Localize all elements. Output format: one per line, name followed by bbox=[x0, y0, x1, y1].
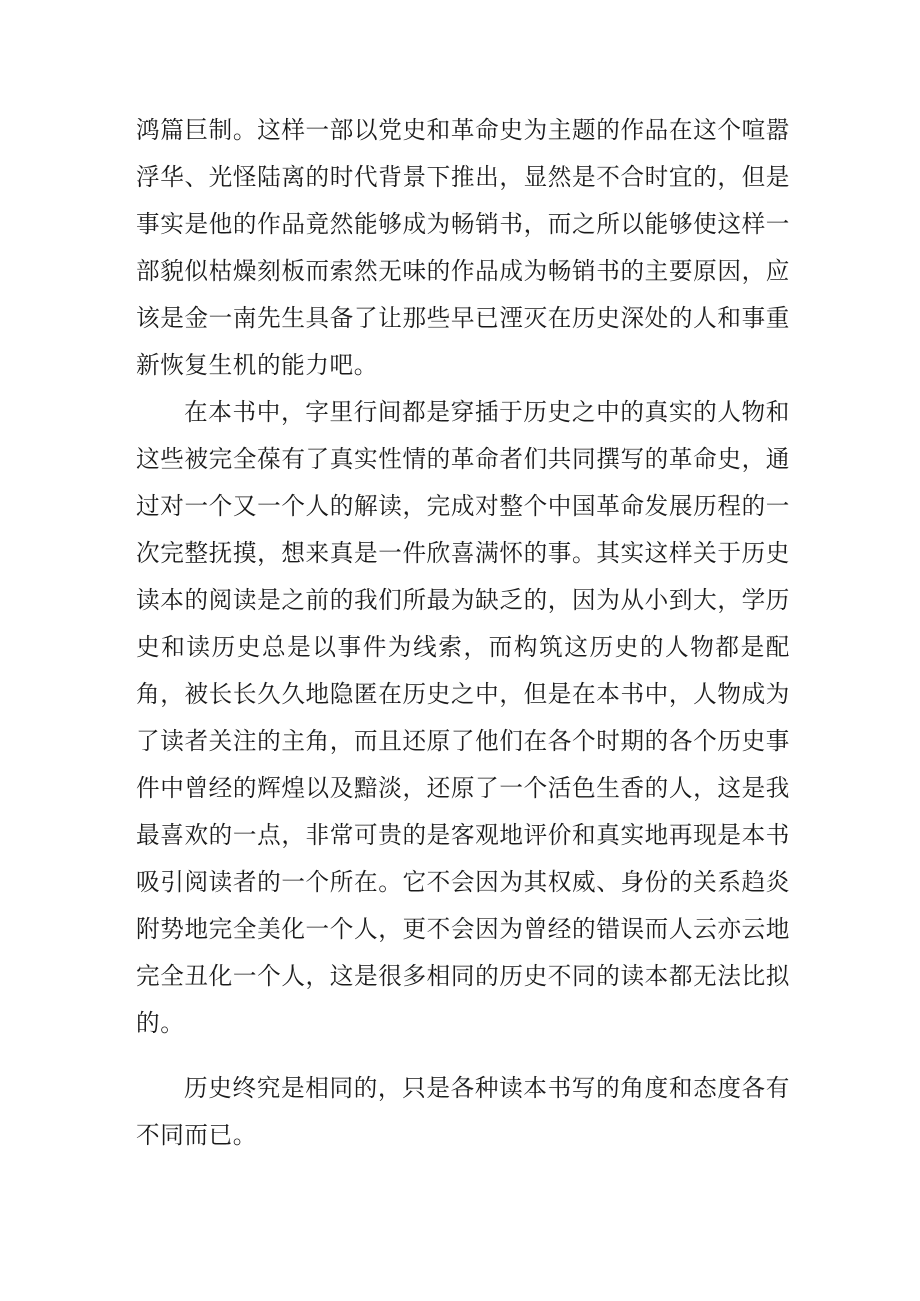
document-body bbox=[136, 107, 790, 1159]
paragraph-continued: 鸿篇巨制。这样一部以党史和革命史为主题的作品在这个喧嚣浮华、光怪陆离的时代背景下推出，显然是不合时宜的，但是事实是他的作品竟然能够成为畅销书，而之所以能够使这样一部貌似枯燥刻板而索然无味的作品成为畅销书的主要原因，应该是金一南先生具备了让那些早已湮灭在历史深处的人和事重新恢复生机的能力吧。 bbox=[136, 116, 790, 379]
paragraph-book-review: 在本书中，字里行间都是穿插于历史之中的真实的人物和这些被完全葆有了真实性情的革命者们共同撰写的革命史，通过对一个又一个人的解读，完成对整个中国革命发展历程的一次完整抚摸，想来真是一件欣喜满怀的事。其实这样关于历史读本的阅读是之前的我们所最为缺乏的，因为从小到大，学历史和读历史总是以事件为线索，而构筑这历史的人物都是配角，被长长久久地隐匿在历史之中，但是在本书中，人物成为了读者关注的主角，而且还原了他们在各个时期的各个历史事件中曾经的辉煌以及黯淡，还原了一个活色生香的人，这是我最喜欢的一点，非常可贵的是客观地评价和真实地再现是本书吸引阅读者的一个所在。它不会因为其权威、身份的关系趋炎附势地完全美化一个人，更不会因为曾经的错误而人云亦云地完全丑化一个人，这是很多相同的历史不同的读本都无法比拟的。 bbox=[136, 398, 790, 1037]
paragraph-conclusion: 历史终究是相同的，只是各种读本书写的角度和态度各有不同而已。 bbox=[136, 1074, 790, 1149]
